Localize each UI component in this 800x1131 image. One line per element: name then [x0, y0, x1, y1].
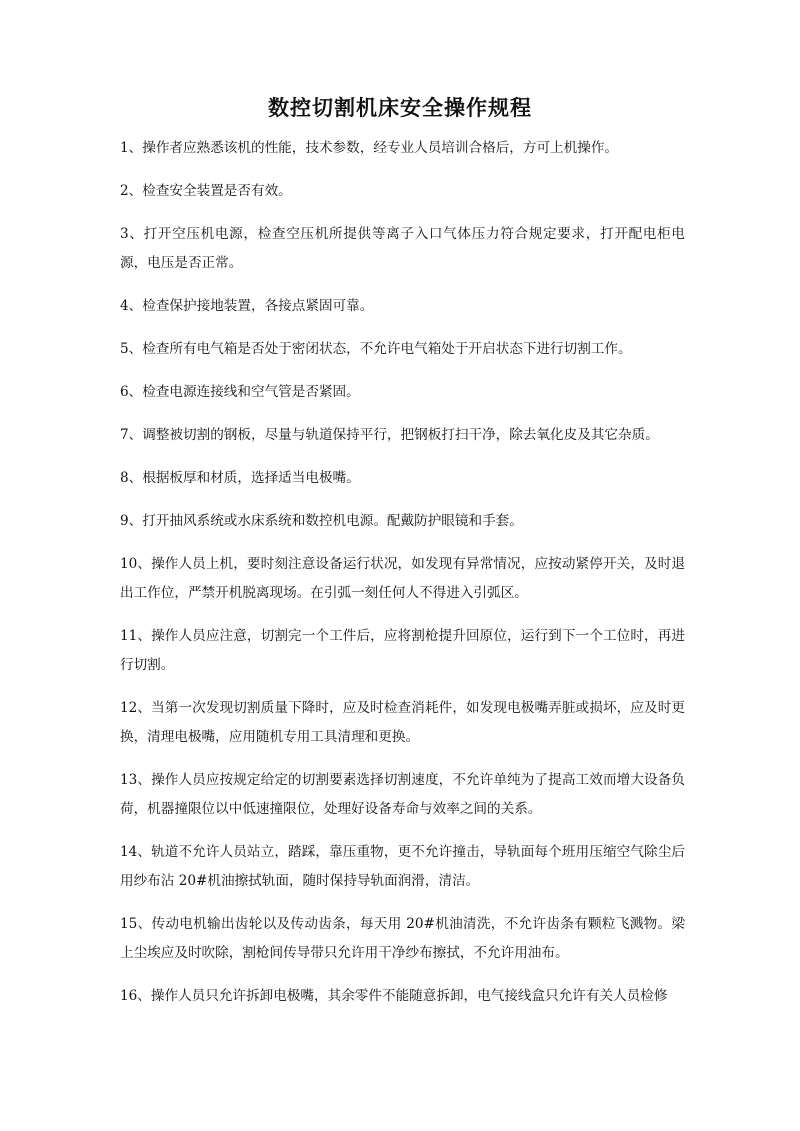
procedure-item: 6、检查电源连接线和空气管是否紧固。 [120, 384, 360, 400]
procedure-item: 12、当第一次发现切割质量下降时，应及时检查消耗件，如发现电极嘴弄脏或损坏，应及时更换，清理电极嘴，应用随机专用工具清理和更换。 [120, 700, 685, 745]
procedure-item: 3、打开空压机电源，检查空压机所提供等离子入口气体压力符合规定要求，打开配电柜电源，电压是否正常。 [120, 226, 685, 271]
procedure-item: 2、检查安全装置是否有效。 [120, 183, 292, 199]
procedure-item: 16、操作人员只允许拆卸电极嘴，其余零件不能随意拆卸，电气接线盒只允许有关人员检修 [120, 988, 668, 1004]
procedure-list [120, 134, 685, 1025]
procedure-item: 7、调整被切割的钢板，尽量与轨道保持平行，把钢板打扫干净，除去氧化皮及其它杂质。 [120, 427, 659, 443]
procedure-item: 15、传动电机输出齿轮以及传动齿条，每天用 20#机油清洗，不允许齿条有颗粒飞溅物。梁上尘埃应及时吹除，割枪间传导带只允许用干净纱布擦拭，不允许用油布。 [120, 916, 685, 961]
procedure-item: 11、操作人员应注意，切割完一个工件后，应将割枪提升回原位，运行到下一个工位时，再进行切割。 [120, 628, 685, 673]
procedure-item: 5、检查所有电气箱是否处于密闭状态，不允许电气箱处于开启状态下进行切割工作。 [120, 341, 632, 357]
procedure-item: 8、根据板厚和材质，选择适当电极嘴。 [120, 470, 360, 486]
procedure-item: 13、操作人员应按规定给定的切割要素选择切割速度，不允许单纯为了提高工效而增大设备负荷，机器撞限位以中低速撞限位，处理好设备寿命与效率之间的关系。 [120, 772, 685, 817]
procedure-item: 9、打开抽风系统或水床系统和数控机电源。配戴防护眼镜和手套。 [120, 513, 523, 529]
document-title: 数控切割机床安全操作规程 [268, 95, 532, 120]
procedure-item: 10、操作人员上机，要时刻注意设备运行状况，如发现有异常情况，应按动紧停开关，及时退出工作位，严禁开机脱离现场。在引弧一刻任何人不得进入引弧区。 [120, 556, 685, 601]
procedure-item: 14、轨道不允许人员站立，踏踩，靠压重物，更不允许撞击，导轨面每个班用压缩空气除尘后用纱布沾 20#机油擦拭轨面，随时保持导轨面润滑，清洁。 [120, 844, 685, 889]
procedure-item: 4、检查保护接地装置，各接点紧固可靠。 [120, 298, 374, 314]
procedure-item: 1、操作者应熟悉该机的性能，技术参数，经专业人员培训合格后，方可上机操作。 [120, 140, 619, 156]
